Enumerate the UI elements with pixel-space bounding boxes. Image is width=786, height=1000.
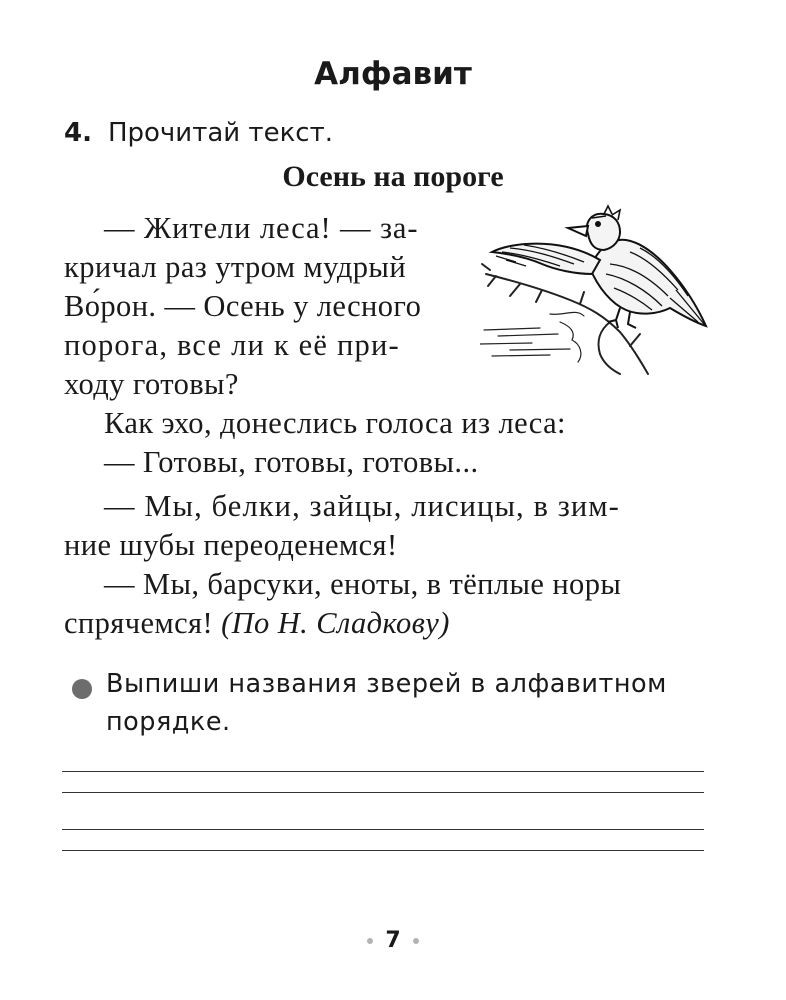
text-line: порога, все ли к её при- [64,328,400,362]
writing-line[interactable] [62,850,704,851]
writing-line[interactable] [62,829,704,830]
bullet-icon [72,679,92,699]
page-footer [0,928,786,953]
footer-dot-icon [367,938,373,944]
task-number: 4. [64,118,92,148]
writing-line[interactable] [62,771,704,772]
task-instruction [64,118,333,148]
text-line: — Готовы, готовы, готовы... [104,445,479,479]
text-title: Осень на пороге [282,160,504,193]
text-line-last [64,606,450,641]
raven-on-branch-icon [480,204,710,376]
text-line: — Мы, барсуки, еноты, в тёплые норы [104,567,622,601]
section-title: Алфавит [314,56,472,92]
footer-dot-icon [413,938,419,944]
source-attribution: (По Н. Сладкову) [221,606,450,640]
text-line: ние шубы переоденемся! [64,528,398,562]
text-line: — Мы, белки, зайцы, лисицы, в зим- [104,489,620,523]
bullet-task-line: порядке. [106,707,231,737]
text-line: — Жители леса! — за- [104,211,419,245]
bullet-task-line: Выпиши названия зверей в алфавитном [106,669,667,699]
text-line: Во́рон. — Осень у лесного [64,289,422,323]
text-line: Как эхо, донеслись голоса из леса: [104,406,566,440]
text-line: ходу готовы? [64,367,239,401]
page-number: 7 [385,928,401,953]
text-line: кричал раз утром мудрый [64,250,407,284]
writing-line[interactable] [62,792,704,793]
task-instruction-text: Прочитай текст. [107,118,333,148]
text-line: спрячемся! [64,606,222,640]
